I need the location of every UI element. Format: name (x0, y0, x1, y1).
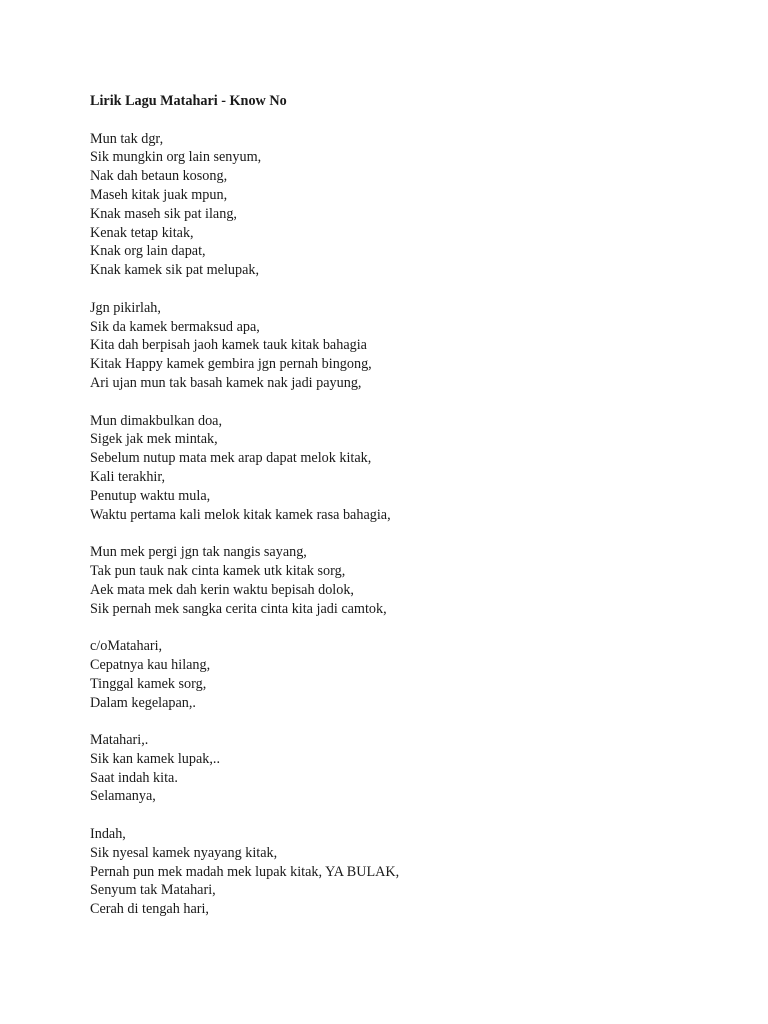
lyric-line: Sik kan kamek lupak,.. (90, 750, 221, 767)
lyric-line: Cepatnya kau hilang, (90, 656, 211, 673)
lyric-line: Knak kamek sik pat melupak, (90, 262, 260, 279)
lyric-line: Sebelum nutup mata mek arap dapat melok kitak, (90, 450, 372, 467)
lyrics-content (90, 92, 730, 938)
lyric-line: Maseh kitak juak mpun, (90, 186, 228, 203)
stanza (90, 637, 730, 712)
lyric-line: Senyum tak Matahari, (90, 882, 216, 899)
stanza (90, 412, 730, 525)
lyric-line: Waktu pertama kali melok kitak kamek rasa bahagia, (90, 506, 391, 523)
lyric-line: Indah, (90, 826, 126, 843)
stanza (90, 543, 730, 618)
lyric-line: Mun tak dgr, (90, 130, 164, 147)
lyric-line: Ari ujan mun tak basah kamek nak jadi payung, (90, 374, 362, 391)
lyric-line: Kali terakhir, (90, 468, 166, 485)
document-title: Lirik Lagu Matahari - Know No (90, 93, 287, 109)
stanza (90, 731, 730, 806)
lyric-line: Sigek jak mek mintak, (90, 431, 218, 448)
lyric-line: Mun dimakbulkan doa, (90, 412, 223, 429)
stanza-list (90, 130, 730, 919)
lyric-line: Mun mek pergi jgn tak nangis sayang, (90, 544, 307, 561)
lyric-line: Dalam kegelapan,. (90, 694, 196, 711)
lyric-line: Sik nyesal kamek nyayang kitak, (90, 844, 278, 861)
stanza (90, 130, 730, 280)
lyric-line: Matahari,. (90, 732, 149, 749)
lyric-line: Pernah pun mek madah mek lupak kitak, YA BULAK, (90, 863, 400, 880)
lyric-line: Jgn pikirlah, (90, 299, 161, 316)
lyric-line: Tak pun tauk nak cinta kamek utk kitak sorg, (90, 562, 346, 579)
lyric-line: Knak maseh sik pat ilang, (90, 205, 237, 222)
lyric-line: Kitak Happy kamek gembira jgn pernah bingong, (90, 356, 372, 373)
lyric-line: Sik pernah mek sangka cerita cinta kita jadi camtok, (90, 600, 387, 617)
lyric-line: Aek mata mek dah kerin waktu bepisah dolok, (90, 581, 354, 598)
lyric-line: c/oMatahari, (90, 638, 163, 655)
lyric-line: Saat indah kita. (90, 769, 178, 786)
lyric-line: Nak dah betaun kosong, (90, 168, 228, 185)
lyric-line: Sik da kamek bermaksud apa, (90, 318, 260, 335)
lyric-line: Knak org lain dapat, (90, 243, 206, 260)
lyric-line: Sik mungkin org lain senyum, (90, 149, 262, 166)
stanza (90, 299, 730, 393)
lyric-line: Kenak tetap kitak, (90, 224, 194, 241)
stanza (90, 825, 730, 919)
lyric-line: Cerah di tengah hari, (90, 901, 209, 918)
lyric-line: Kita dah berpisah jaoh kamek tauk kitak bahagia (90, 337, 367, 354)
lyric-line: Selamanya, (90, 788, 156, 805)
lyric-line: Penutup waktu mula, (90, 487, 211, 504)
lyric-line: Tinggal kamek sorg, (90, 675, 207, 692)
